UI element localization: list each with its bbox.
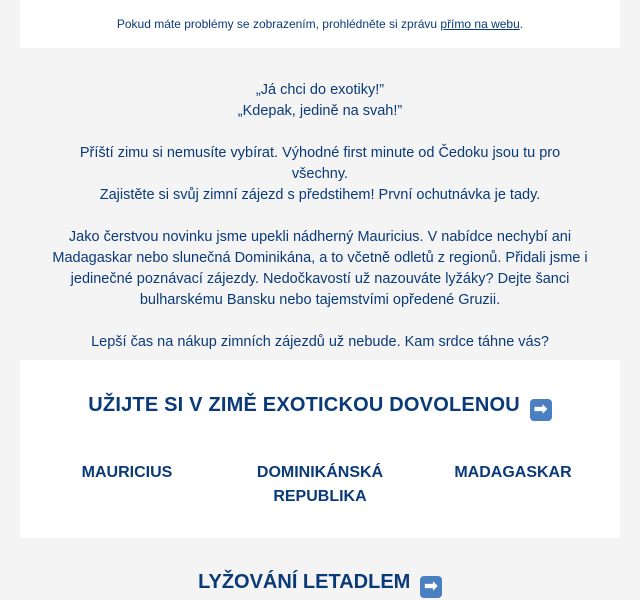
intro-quotes	[20, 80, 620, 122]
intro-paragraph-first-minute	[20, 143, 620, 206]
destination-madagascar-link[interactable]: MADAGASKAR	[454, 464, 572, 481]
destination-mauritius-link[interactable]: MAURICIUS	[81, 464, 173, 481]
preheader-end: .	[519, 17, 524, 31]
exotic-heading[interactable]	[20, 394, 620, 421]
quote-ski: „Kdepak, jedině na svah!”	[237, 103, 403, 119]
first-minute-line-2: Zajistěte si svůj zimní zájezd s předstihem! První ochutnávka je tady.	[99, 187, 541, 203]
quote-exotic: „Já chci do exotiky!”	[255, 82, 385, 98]
exotic-heading-text: UŽIJTE SI V ZIMĚ EXOTICKOU DOVOLENOU	[88, 394, 520, 416]
intro-paragraph-novelties: Jako čerstvou novinku jsme upekli nádherný Mauricius. V nabídce nechybí ani Madagaskar nebo slunečná Dominikána, a to včetně odletů z regionů. Přidali jsme i jedinečné poznávací zájezdy. Nedočkavostí už nazouváte lyžáky? Dejte šanci bulharskému Bansku nebo tajemstvími opředené Gruzii.	[52, 229, 588, 308]
destination-dominican-republic-link[interactable]: DOMINIKÁNSKÁ REPUBLIKA	[256, 464, 384, 505]
exotic-section	[20, 360, 620, 538]
intro-section	[20, 48, 620, 360]
first-minute-line-1: Příští zimu si nemusíte vybírat. Výhodné first minute od Čedoku jsou tu pro všechny.	[79, 145, 561, 182]
arrow-right-icon: ➡	[420, 576, 442, 598]
arrow-right-icon: ➡	[530, 399, 552, 421]
ski-heading[interactable]	[20, 571, 620, 598]
intro-paragraph-cta: Lepší čas na nákup zimních zájezdů už nebude. Kam srdce táhne vás?	[91, 334, 549, 350]
preheader-bar	[20, 0, 620, 48]
ski-section	[20, 538, 620, 600]
ski-heading-text: LYŽOVÁNÍ LETADLEM	[198, 571, 411, 593]
preheader-text: Pokud máte problémy se zobrazením, prohlédněte si zprávu	[116, 17, 441, 31]
view-online-link[interactable]: přímo na webu	[440, 17, 520, 31]
